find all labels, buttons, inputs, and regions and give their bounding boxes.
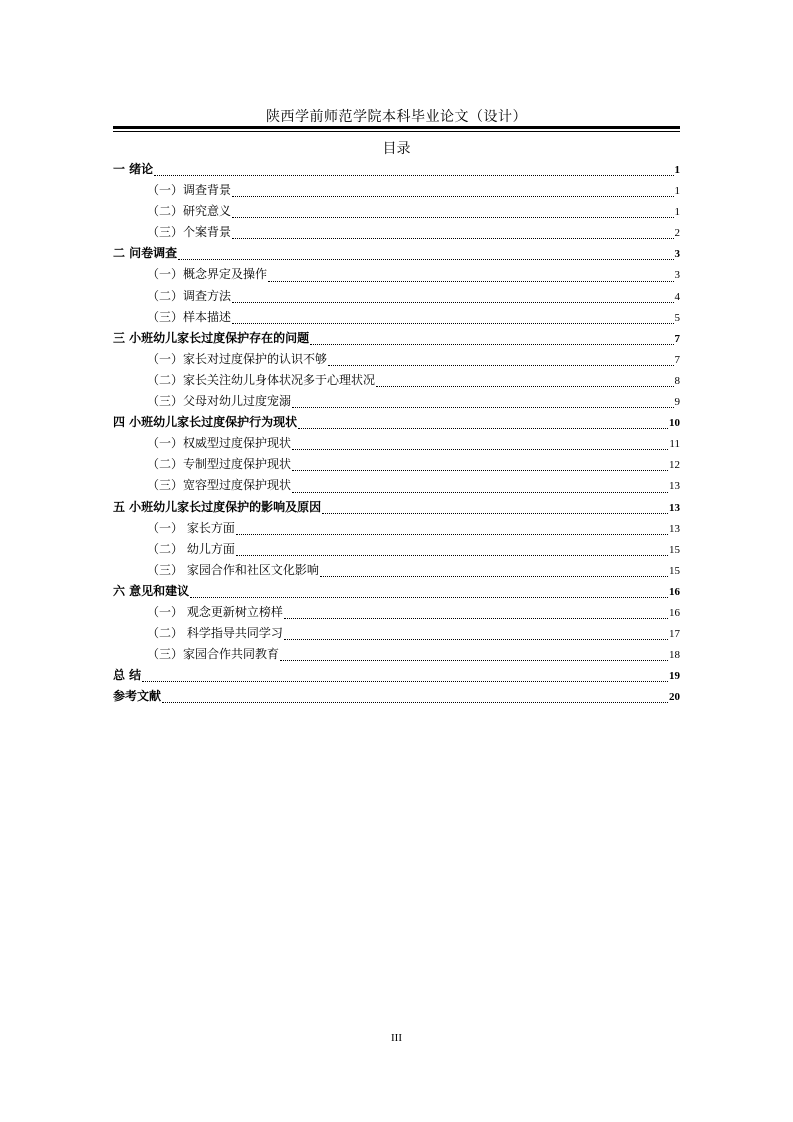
toc-dot-leader xyxy=(232,216,673,218)
toc-entry-title: （一）调查背景 xyxy=(147,183,232,198)
toc-dot-leader xyxy=(236,533,668,535)
toc-entry-title: （一）权威型过度保护现状 xyxy=(147,436,292,451)
toc-dot-leader xyxy=(154,174,673,176)
toc-chapter-entry[interactable] xyxy=(113,244,680,265)
toc-chapter-entry[interactable] xyxy=(113,413,680,434)
toc-dot-leader xyxy=(320,575,668,577)
toc-dot-leader xyxy=(298,427,668,429)
toc-dot-leader xyxy=(280,659,668,661)
toc-entry-title: （一）概念界定及操作 xyxy=(147,267,268,282)
toc-section-entry[interactable] xyxy=(113,645,680,666)
page-number: III xyxy=(391,1032,402,1044)
toc-entry-page: 11 xyxy=(669,438,680,451)
toc-dot-leader xyxy=(328,364,673,366)
toc-entry-page: 9 xyxy=(674,396,680,409)
toc-entry-page: 2 xyxy=(674,227,680,240)
toc-dot-leader xyxy=(142,680,668,682)
toc-section-entry[interactable] xyxy=(113,308,680,329)
toc-chapter-entry[interactable] xyxy=(113,329,680,350)
toc-entry-title: （三）宽容型过度保护现状 xyxy=(147,478,292,493)
toc-entry-title: （一）家长对过度保护的认识不够 xyxy=(147,351,328,366)
toc-entry-page: 16 xyxy=(669,606,680,619)
header-rule-thick xyxy=(113,126,680,129)
toc-entry-title: （二）研究意义 xyxy=(147,204,232,219)
toc-section-entry[interactable] xyxy=(113,265,680,286)
toc-entry-title: 五 小班幼儿家长过度保护的影响及原因 xyxy=(113,499,322,514)
toc-section-entry[interactable] xyxy=(113,561,680,582)
toc-entry-page: 10 xyxy=(669,417,680,430)
toc-section-entry[interactable] xyxy=(113,181,680,202)
toc-entry-page: 5 xyxy=(674,311,680,324)
toc-entry-title: （二）调查方法 xyxy=(147,288,232,303)
toc-entry-page: 7 xyxy=(674,353,680,366)
toc-entry-title: （二） 科学指导共同学习 xyxy=(147,626,283,641)
toc-entry-title: 四 小班幼儿家长过度保护行为现状 xyxy=(113,415,298,430)
toc-entry-page: 3 xyxy=(674,269,680,282)
toc-section-entry[interactable] xyxy=(113,350,680,371)
toc-chapter-entry[interactable] xyxy=(113,666,680,687)
toc-entry-page: 15 xyxy=(669,543,680,556)
toc-chapter-entry[interactable] xyxy=(113,687,680,708)
toc-section-entry[interactable] xyxy=(113,455,680,476)
toc-dot-leader xyxy=(232,195,673,197)
toc-dot-leader xyxy=(292,491,668,493)
header-rule-thin xyxy=(113,131,680,132)
toc-entry-title: （二）家长关注幼儿身体状况多于心理状况 xyxy=(147,372,376,387)
toc-dot-leader xyxy=(162,701,668,703)
toc-entry-title: 二 问卷调查 xyxy=(113,246,178,261)
toc-entry-title: （一） 观念更新树立榜样 xyxy=(147,604,283,619)
toc-entry-page: 16 xyxy=(669,585,680,598)
toc-entry-title: 三 小班幼儿家长过度保护存在的问题 xyxy=(113,330,310,345)
toc-dot-leader xyxy=(284,638,668,640)
toc-entry-page: 8 xyxy=(674,374,680,387)
toc-chapter-entry[interactable] xyxy=(113,160,680,181)
toc-entry-title: 总 结 xyxy=(113,668,142,683)
toc-entry-title: （三）个案背景 xyxy=(147,225,232,240)
toc-entry-page: 1 xyxy=(674,206,680,219)
toc-dot-leader xyxy=(232,322,673,324)
toc-entry-page: 1 xyxy=(674,185,680,198)
toc-dot-leader xyxy=(190,596,668,598)
toc-dot-leader xyxy=(178,258,673,260)
toc-dot-leader xyxy=(284,617,668,619)
toc-entry-page: 20 xyxy=(669,691,680,704)
toc-entry-title: 六 意见和建议 xyxy=(113,583,190,598)
toc-entry-title: 一 绪论 xyxy=(113,162,154,176)
toc-entry-page: 13 xyxy=(669,501,680,514)
toc-entry-page: 13 xyxy=(669,480,680,493)
toc-entry-page: 12 xyxy=(669,459,680,472)
toc-section-entry[interactable] xyxy=(113,519,680,540)
toc-dot-leader xyxy=(236,554,668,556)
toc-entry-title: （二）专制型过度保护现状 xyxy=(147,457,292,472)
toc-section-entry[interactable] xyxy=(113,202,680,223)
toc-entry-page: 17 xyxy=(669,628,680,641)
toc-entry-title: 参考文献 xyxy=(113,689,162,704)
toc-section-entry[interactable] xyxy=(113,434,680,455)
toc-dot-leader xyxy=(292,406,673,408)
running-header: 陕西学前师范学院本科毕业论文（设计） xyxy=(266,109,527,125)
toc-entry-page: 3 xyxy=(674,248,680,261)
toc-entry-title: （三） 家园合作和社区文化影响 xyxy=(147,562,319,577)
toc-entry-page: 1 xyxy=(674,164,680,176)
toc-entry-title: （二） 幼儿方面 xyxy=(147,541,235,556)
toc-dot-leader xyxy=(292,469,668,471)
toc-entry-title: （一） 家长方面 xyxy=(147,520,235,535)
toc-entry-title: （三）父母对幼儿过度宠溺 xyxy=(147,394,292,409)
toc-chapter-entry[interactable] xyxy=(113,582,680,603)
toc-entry-title: （三）样本描述 xyxy=(147,309,232,324)
toc-entry-page: 18 xyxy=(669,649,680,662)
toc-section-entry[interactable] xyxy=(113,371,680,392)
toc-entry-page: 19 xyxy=(669,670,680,683)
toc-dot-leader xyxy=(310,343,673,345)
toc-dot-leader xyxy=(268,280,673,282)
toc-section-entry[interactable] xyxy=(113,476,680,497)
toc-section-entry[interactable] xyxy=(113,223,680,244)
toc-section-entry[interactable] xyxy=(113,540,680,561)
toc-dot-leader xyxy=(232,301,673,303)
table-of-contents xyxy=(113,160,680,708)
toc-section-entry[interactable] xyxy=(113,392,680,413)
toc-entry-page: 4 xyxy=(674,290,680,303)
toc-entry-page: 15 xyxy=(669,564,680,577)
toc-entry-title: （三）家园合作共同教育 xyxy=(147,647,280,662)
toc-chapter-entry[interactable] xyxy=(113,498,680,519)
toc-dot-leader xyxy=(232,237,673,239)
toc-section-entry[interactable] xyxy=(113,624,680,645)
toc-dot-leader xyxy=(322,512,668,514)
toc-section-entry[interactable] xyxy=(113,603,680,624)
toc-dot-leader xyxy=(376,385,673,387)
toc-title: 目录 xyxy=(382,141,411,157)
toc-dot-leader xyxy=(292,448,668,450)
toc-entry-page: 13 xyxy=(669,522,680,535)
toc-entry-page: 7 xyxy=(674,332,680,345)
toc-section-entry[interactable] xyxy=(113,287,680,308)
